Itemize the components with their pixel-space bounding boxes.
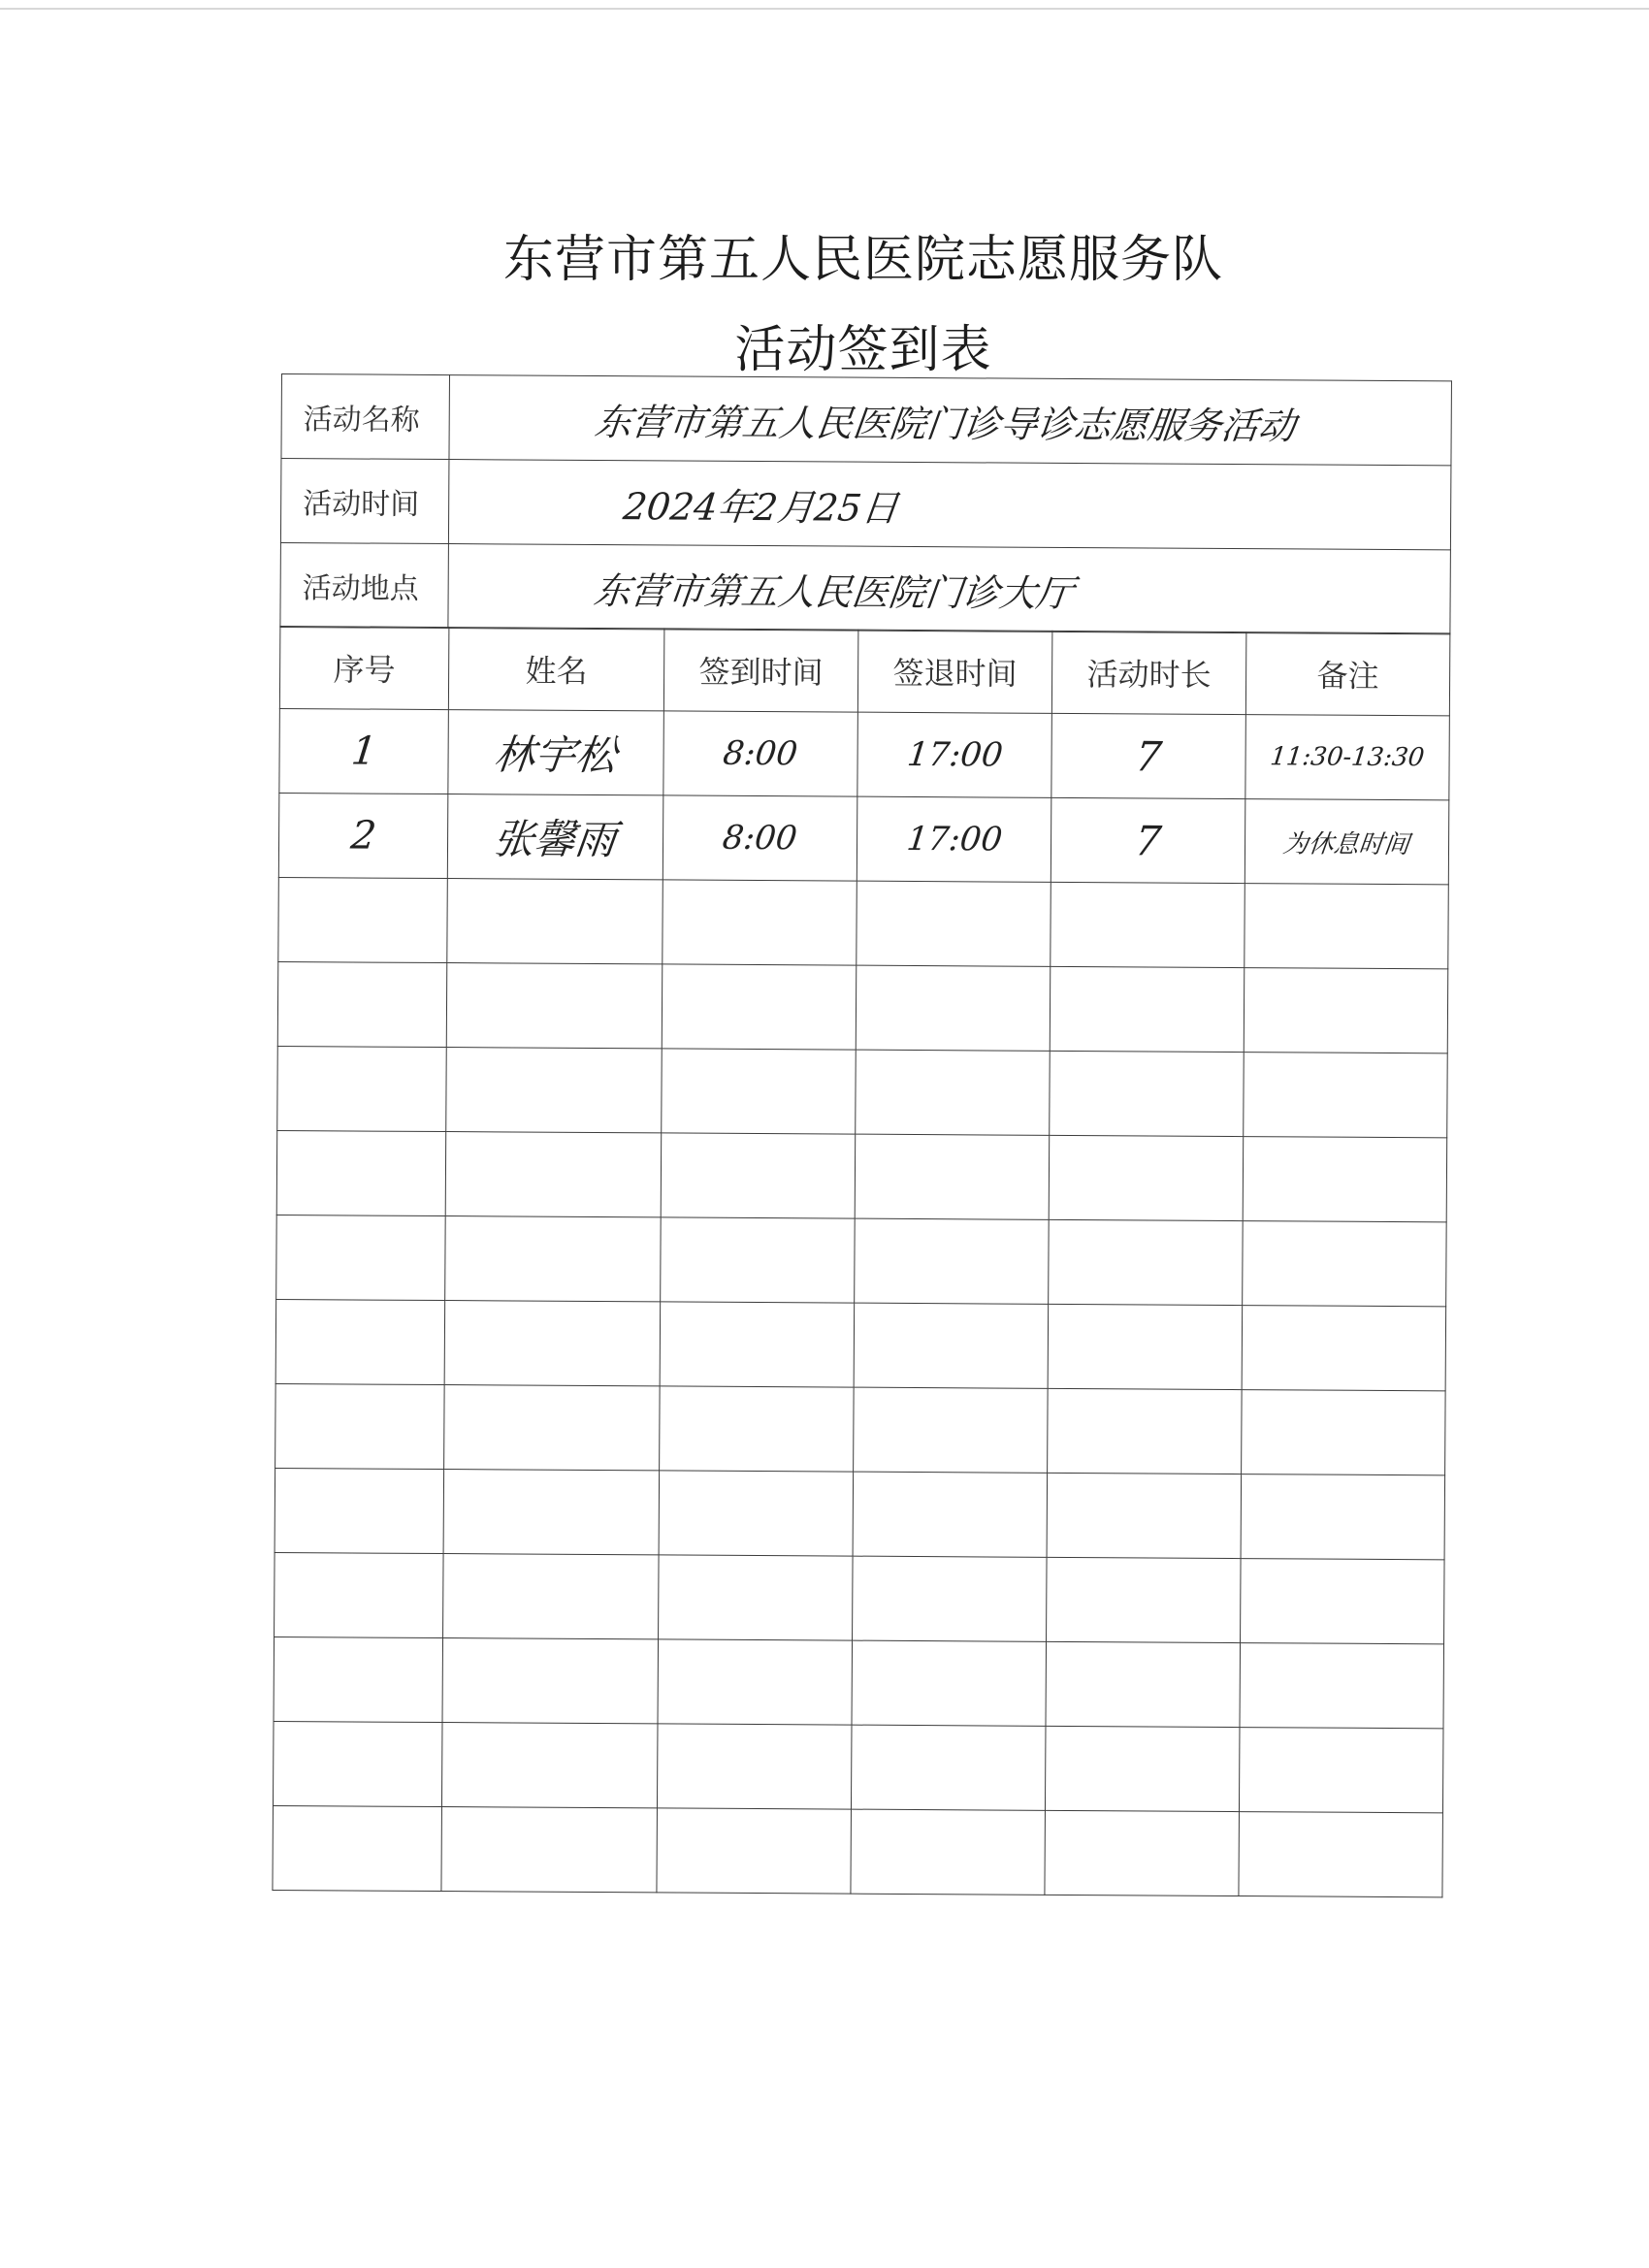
table-row [277,1047,1448,1138]
sign-in-cell [663,711,858,796]
duration-cell [1051,798,1245,884]
sign-in-cell [663,795,857,881]
duration-cell [1048,1389,1243,1474]
activity-name-row [281,374,1452,466]
sign-out-cell [856,966,1051,1052]
note-cell [1241,1474,1445,1560]
activity-time-value [448,460,1451,550]
note-cell [1244,968,1448,1053]
duration-cell [1045,1727,1240,1812]
activity-place-row [280,542,1451,633]
header-seq: 序号 [279,627,449,710]
attendance-table [272,626,1450,1897]
seq-cell [278,794,448,879]
attendance-body [273,709,1449,1897]
duration-cell [1047,1558,1242,1643]
seq-cell [273,1722,442,1807]
seq-cell-handwriting: 2 [348,813,378,859]
sign-out-cell [857,797,1051,883]
seq-cell [276,1215,446,1301]
name-cell [446,1048,663,1133]
seq-cell [275,1384,445,1470]
seq-cell [274,1637,443,1723]
name-cell [441,1723,658,1808]
note-cell [1240,1643,1444,1729]
header-duration: 活动时长 [1051,632,1246,715]
sign-out-cell [856,1051,1051,1136]
table-row [275,1553,1445,1644]
sign-out-cell [854,1388,1049,1474]
table-row [279,709,1450,800]
activity-time-row [280,459,1451,550]
table-row [277,962,1448,1053]
name-cell [444,1385,661,1471]
sign-in-cell [661,1133,856,1218]
duration-cell-handwriting: 7 [1132,817,1164,865]
sign-in-cell [660,1386,855,1472]
note-cell [1242,1306,1446,1391]
activity-time-label: 活动时间 [280,459,449,544]
seq-cell-handwriting: 1 [348,729,379,774]
activity-name-handwriting: 东营市第五人民医院门诊导诊志愿服务活动 [592,400,1298,447]
sign-in-cell [662,964,857,1050]
sign-in-cell-handwriting: 8:00 [721,734,800,774]
table-row [274,1637,1444,1729]
activity-place-handwriting: 东营市第五人民医院门诊大厅 [591,568,1076,615]
note-cell [1241,1559,1445,1644]
name-cell [445,1216,662,1302]
document-title: 东营市第五人民医院志愿服务队 [502,231,1223,289]
duration-cell [1045,1811,1240,1896]
sign-in-cell [659,1555,854,1640]
name-cell [446,963,663,1049]
seq-cell [278,878,448,963]
sign-out-cell [857,713,1052,798]
activity-name-label: 活动名称 [281,374,450,460]
seq-cell [273,1806,442,1892]
activity-place-label: 活动地点 [280,542,449,628]
header-name: 姓名 [448,628,664,711]
duration-cell [1049,1220,1244,1306]
note-cell [1245,799,1449,885]
name-cell [441,1807,658,1893]
sign-in-cell [663,880,857,965]
note-cell [1243,1137,1447,1222]
note-cell-handwriting: 为休息时间 [1281,829,1411,860]
table-row [276,1215,1447,1307]
note-cell [1242,1390,1446,1475]
seq-cell [275,1300,445,1385]
sign-in-cell [662,1049,857,1134]
table-row [273,1722,1443,1813]
sign-out-cell [851,1810,1046,1895]
duration-cell-handwriting: 7 [1133,732,1165,781]
name-cell [447,794,663,880]
sign-out-cell-handwriting: 17:00 [904,735,1005,775]
table-row [273,1806,1443,1897]
sign-out-cell [851,1726,1046,1811]
table-row [278,794,1449,885]
activity-time-handwriting: 2024年2月25日 [621,484,901,530]
document-subtitle: 活动签到表 [734,321,992,379]
seq-cell [275,1553,444,1638]
name-cell [445,1132,662,1217]
activity-info-table [279,373,1452,634]
name-cell [443,1554,660,1639]
duration-cell [1051,714,1246,799]
name-cell [444,1301,661,1386]
sign-in-cell [659,1471,854,1556]
note-cell [1244,1053,1448,1138]
table-row [275,1469,1445,1560]
seq-cell [279,709,449,794]
name-cell [442,1638,659,1724]
sign-out-cell [857,882,1051,967]
sign-in-cell [657,1724,852,1809]
sign-in-cell [658,1639,853,1725]
seq-cell [277,1047,447,1132]
sign-out-cell [852,1641,1047,1727]
note-cell-handwriting: 11:30-13:30 [1269,742,1427,773]
note-cell [1245,884,1449,969]
duration-cell [1047,1474,1242,1559]
duration-cell [1049,1136,1244,1221]
duration-cell [1046,1642,1241,1728]
activity-place-value [448,544,1451,634]
sign-in-sheet [272,373,1451,1942]
table-row [276,1131,1447,1222]
duration-cell [1051,883,1245,968]
note-cell [1239,1728,1443,1813]
attendance-header-row [279,627,1449,716]
sign-in-cell [661,1217,856,1303]
activity-name-value [449,375,1452,466]
name-cell-handwriting: 林宇松 [492,730,620,780]
header-sign-out: 签退时间 [857,631,1052,714]
note-cell [1239,1812,1443,1897]
table-row [275,1300,1446,1391]
name-cell [448,710,664,795]
name-cell [447,879,663,964]
name-cell [443,1470,660,1555]
table-row [275,1384,1446,1475]
duration-cell [1048,1305,1243,1390]
duration-cell [1050,967,1245,1053]
header-sign-in: 签到时间 [663,629,858,712]
sign-in-cell-handwriting: 8:00 [721,819,799,859]
duration-cell [1050,1052,1245,1137]
scan-top-edge [0,8,1649,10]
sign-out-cell [855,1135,1050,1220]
table-row [278,878,1449,969]
seq-cell [275,1469,444,1554]
seq-cell [276,1131,446,1216]
sign-out-cell [855,1219,1050,1305]
sign-in-cell [660,1302,855,1387]
sign-out-cell [853,1473,1048,1558]
sign-out-cell-handwriting: 17:00 [904,820,1004,859]
seq-cell [277,962,447,1048]
sign-out-cell [853,1557,1048,1642]
sign-out-cell [854,1304,1049,1389]
note-cell [1245,715,1450,800]
name-cell-handwriting: 张馨雨 [491,815,620,864]
note-cell [1243,1221,1447,1307]
sign-in-cell [657,1808,852,1894]
header-note: 备注 [1245,632,1450,716]
